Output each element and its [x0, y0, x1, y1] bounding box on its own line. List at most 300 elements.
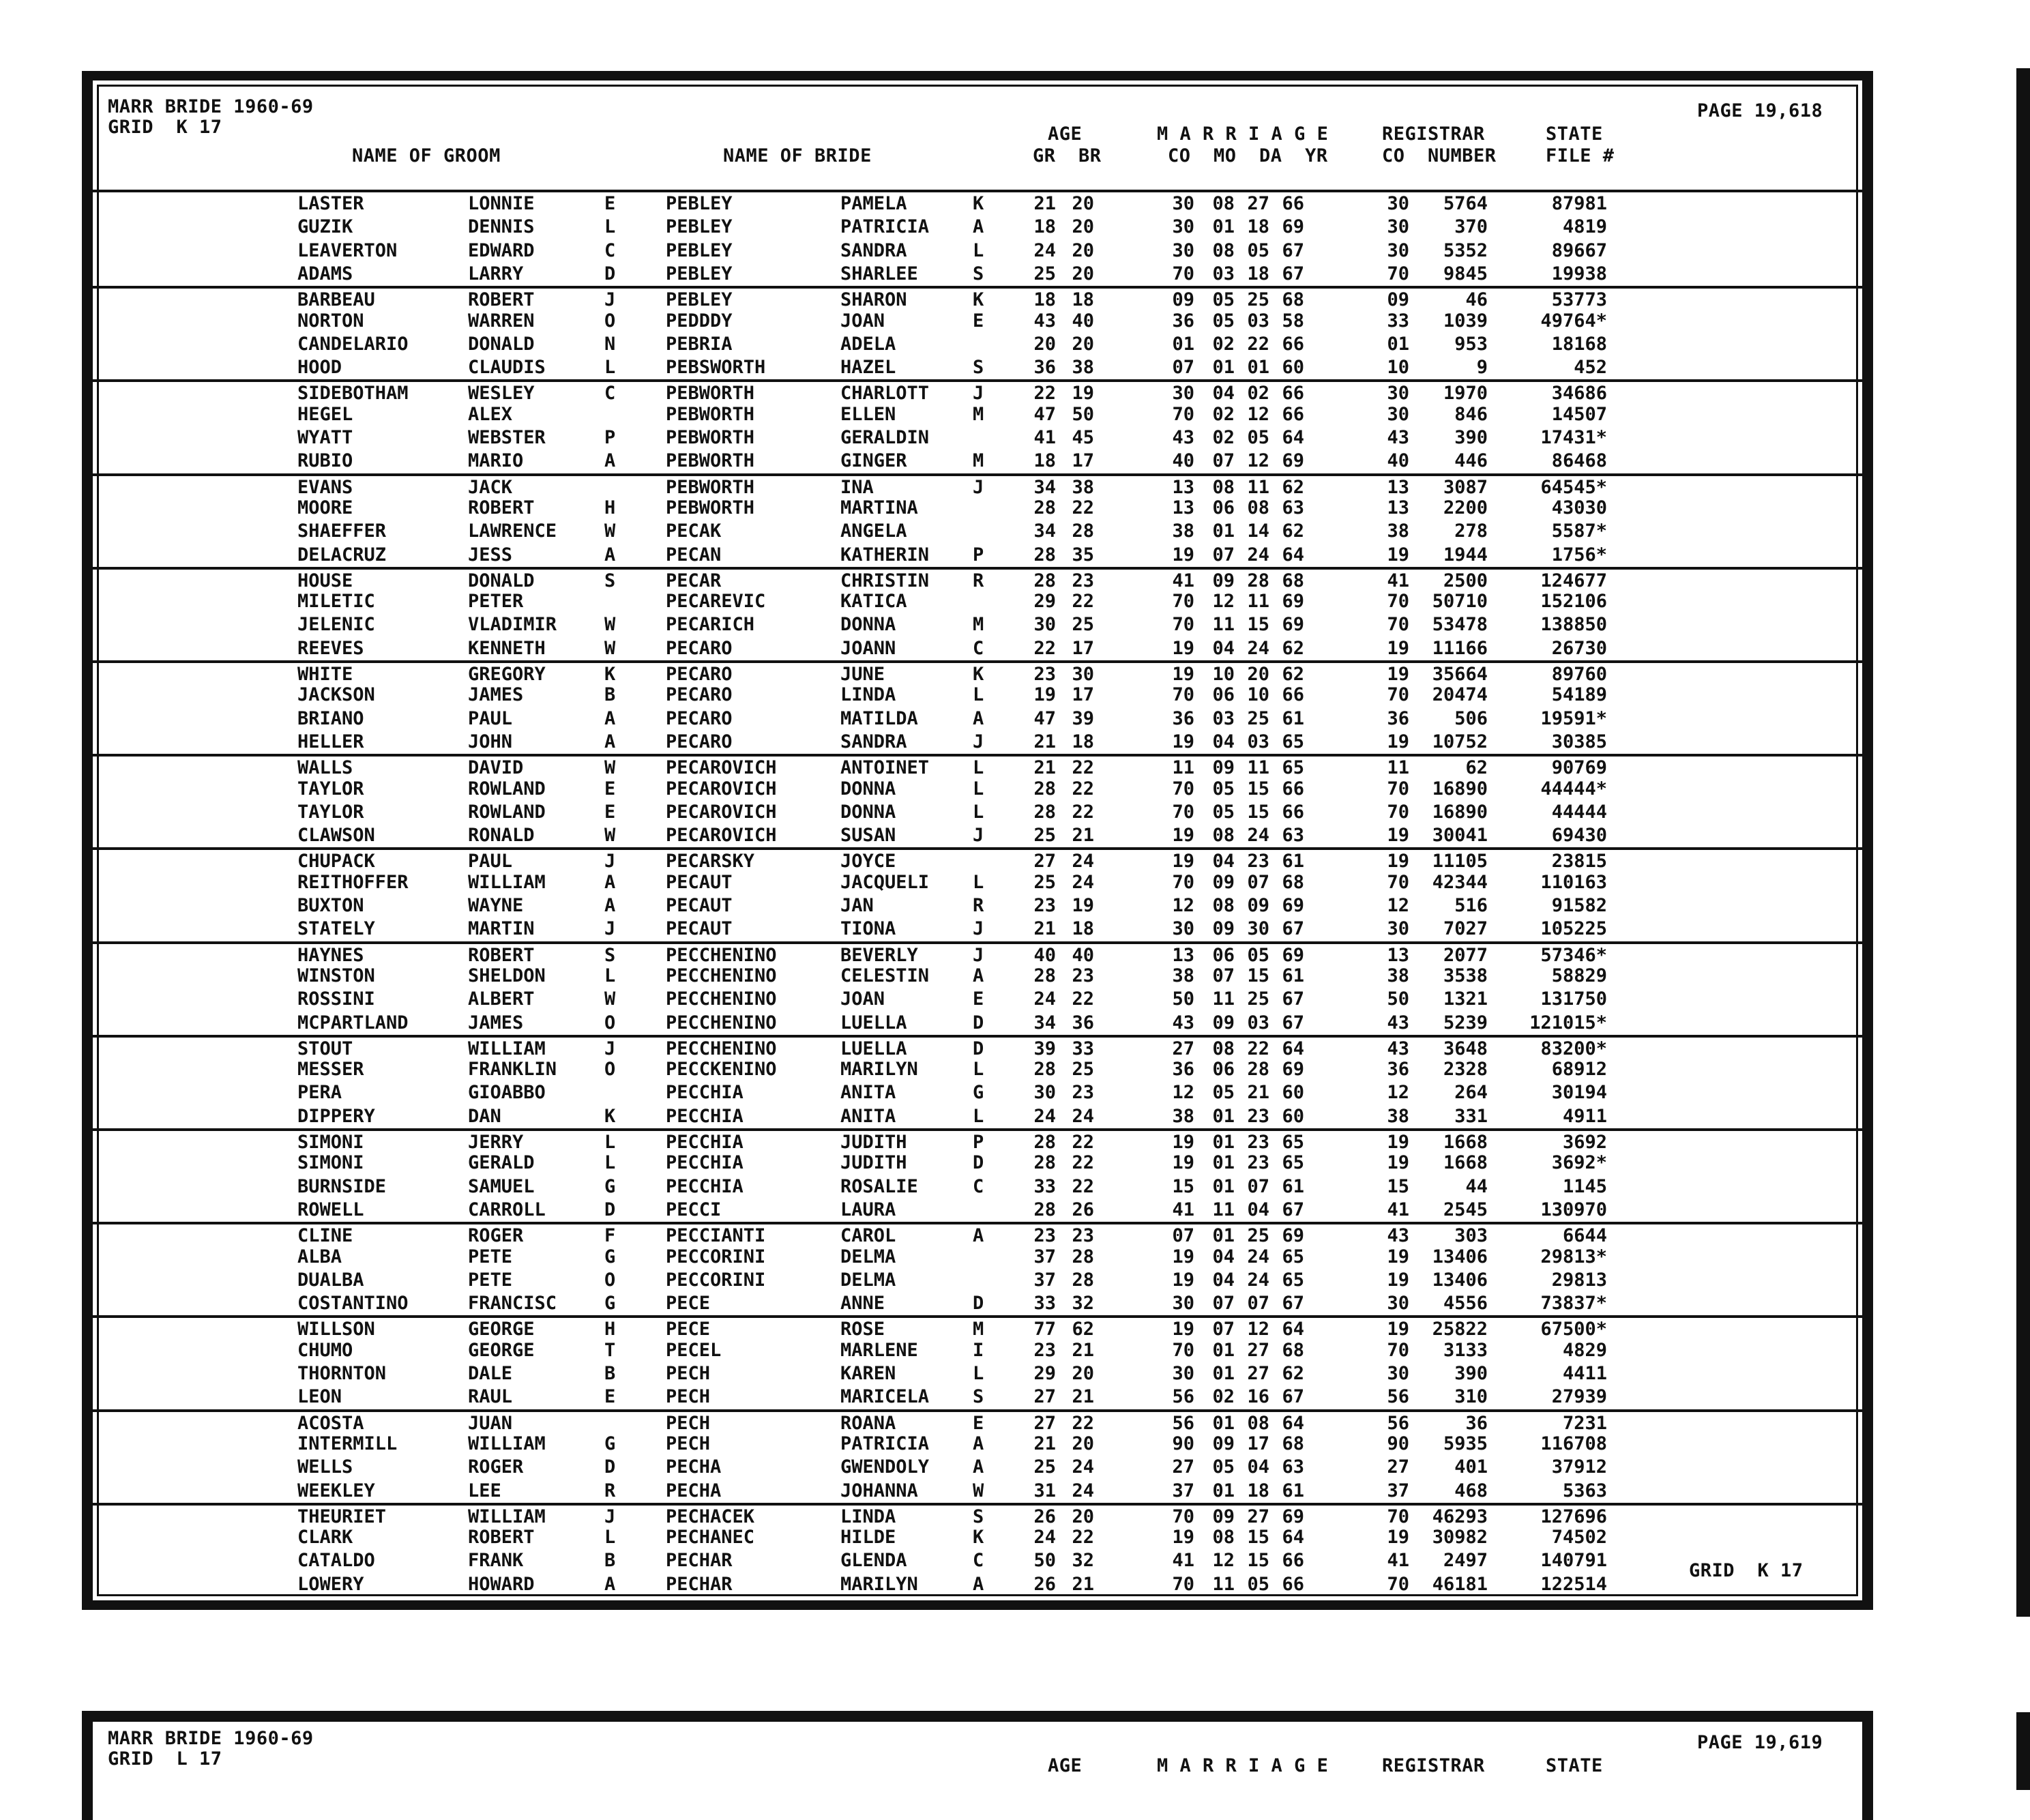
age-bride: 20 — [1072, 239, 1094, 261]
reg-number: 11105 — [1432, 851, 1488, 872]
bride-initial: A — [973, 1433, 984, 1454]
marr-county: 30 — [1172, 239, 1194, 261]
marr-year: 63 — [1282, 825, 1304, 847]
marr-day: 15 — [1247, 1527, 1269, 1549]
marr-month: 08 — [1212, 1527, 1235, 1549]
state-file: 3692* — [1551, 1152, 1607, 1174]
marr-county: 01 — [1172, 333, 1194, 355]
age-bride: 28 — [1072, 520, 1094, 542]
marr-day: 11 — [1247, 757, 1269, 779]
bride-surname: PECAROVICH — [666, 801, 777, 823]
table-row — [93, 1573, 1862, 1596]
marr-month: 01 — [1212, 1152, 1235, 1174]
groom-initial: C — [604, 383, 616, 405]
bride-given: JUDITH — [840, 1152, 907, 1174]
groom-given: DAN — [468, 1105, 501, 1127]
groom-initial: G — [604, 1293, 616, 1315]
bride-surname: PECARO — [666, 684, 733, 706]
groom-given: WEBSTER — [468, 427, 546, 448]
age-groom: 23 — [1033, 1339, 1056, 1361]
groom-given: ROBERT — [468, 497, 535, 518]
table-row — [93, 567, 1862, 593]
reg-number: 3648 — [1443, 1038, 1488, 1059]
groom-given: LEE — [468, 1480, 501, 1501]
bride-initial: S — [973, 357, 984, 379]
bride-initial: R — [973, 895, 984, 916]
age-bride: 18 — [1072, 731, 1094, 752]
registrar-header: REGISTRAR — [1382, 123, 1485, 145]
age-groom: 30 — [1033, 1082, 1056, 1104]
groom-initial: D — [604, 1199, 616, 1220]
marr-day: 27 — [1247, 1339, 1269, 1361]
groom-surname: HAYNES — [297, 944, 364, 966]
bride-surname: PEBLEY — [666, 289, 733, 311]
state-file: 23815 — [1551, 851, 1607, 872]
marr-month: 04 — [1212, 1269, 1235, 1291]
bride-surname: PEBWORTH — [666, 497, 755, 518]
bride-given: JUDITH — [840, 1132, 907, 1153]
marr-year: 69 — [1282, 450, 1304, 472]
reg-number: 10752 — [1432, 731, 1488, 752]
groom-surname: TAYLOR — [297, 778, 364, 799]
reg-number: 5239 — [1443, 1012, 1488, 1033]
bride-surname: PEBWORTH — [666, 476, 755, 498]
table-row — [93, 473, 1862, 499]
marr-year: 62 — [1282, 1363, 1304, 1384]
groom-initial: W — [604, 614, 616, 636]
reg-number: 303 — [1454, 1225, 1488, 1247]
table-row — [93, 1456, 1862, 1479]
bride-given: SHARLEE — [840, 263, 918, 284]
marr-county: 13 — [1172, 944, 1194, 966]
groom-surname: ALBA — [297, 1246, 342, 1267]
marr-month: 09 — [1212, 757, 1235, 779]
age-groom: 28 — [1033, 1199, 1056, 1220]
groom-surname: TAYLOR — [297, 801, 364, 823]
groom-given: DONALD — [468, 570, 535, 591]
groom-surname: REITHOFFER — [297, 871, 409, 893]
reg-number: 846 — [1454, 403, 1488, 425]
marr-year: 69 — [1282, 1059, 1304, 1081]
table-row — [93, 333, 1862, 356]
reg-county: 30 — [1387, 193, 1409, 214]
marr-county: 07 — [1172, 357, 1194, 379]
bride-given: JAN — [840, 895, 874, 916]
groom-given: ROBERT — [468, 944, 535, 966]
marr-month: 06 — [1212, 497, 1235, 518]
marr-county: 19 — [1172, 731, 1194, 752]
bride-initial: A — [973, 1456, 984, 1478]
age-bride: 19 — [1072, 383, 1094, 405]
marr-day: 03 — [1247, 731, 1269, 752]
reg-number: 46293 — [1432, 1506, 1488, 1527]
table-row — [93, 544, 1862, 567]
bride-initial: K — [973, 289, 984, 311]
marr-month: 01 — [1212, 1175, 1235, 1197]
reg-county: 30 — [1387, 1363, 1409, 1384]
marr-month: 02 — [1212, 1386, 1235, 1408]
marr-day: 12 — [1247, 403, 1269, 425]
marr-year: 61 — [1282, 1175, 1304, 1197]
reg-county: 50 — [1387, 988, 1409, 1010]
groom-initial: B — [604, 684, 616, 706]
age-bride: 23 — [1072, 570, 1094, 591]
age-bride: 22 — [1072, 1412, 1094, 1434]
groom-initial: N — [604, 333, 616, 355]
marr-county: 12 — [1172, 895, 1194, 916]
age-groom: 25 — [1033, 1456, 1056, 1478]
reg-county: 70 — [1387, 1506, 1409, 1527]
bride-given: PATRICIA — [840, 216, 930, 238]
reg-county: 30 — [1387, 1293, 1409, 1315]
bride-surname: PECCI — [666, 1199, 722, 1220]
groom-surname: BURNSIDE — [297, 1175, 387, 1197]
groom-given: CARROLL — [468, 1199, 546, 1220]
marr-day: 07 — [1247, 871, 1269, 893]
groom-initial: A — [604, 895, 616, 916]
reg-county: 43 — [1387, 1225, 1409, 1247]
reg-county: 70 — [1387, 871, 1409, 893]
groom-initial: T — [604, 1339, 616, 1361]
groom-initial: A — [604, 544, 616, 566]
marr-month: 09 — [1212, 1012, 1235, 1033]
marr-month: 11 — [1212, 614, 1235, 636]
marr-county: 40 — [1172, 450, 1194, 472]
bride-initial: M — [973, 614, 984, 636]
marr-year: 65 — [1282, 1246, 1304, 1267]
reg-number: 3087 — [1443, 476, 1488, 498]
groom-initial: G — [604, 1433, 616, 1454]
reg-number: 390 — [1454, 1363, 1488, 1384]
bride-initial: L — [973, 1363, 984, 1384]
marr-month: 02 — [1212, 333, 1235, 355]
age-groom: 41 — [1033, 427, 1056, 448]
bride-initial: L — [973, 801, 984, 823]
marr-month: 07 — [1212, 965, 1235, 986]
groom-given: CLAUDIS — [468, 357, 546, 379]
marr-day: 14 — [1247, 520, 1269, 542]
state-file: 68912 — [1551, 1059, 1607, 1081]
age-groom: 28 — [1033, 1059, 1056, 1081]
groom-given: EDWARD — [468, 239, 535, 261]
groom-given: ROWLAND — [468, 778, 546, 799]
groom-initial: W — [604, 520, 616, 542]
table-row — [93, 1315, 1862, 1341]
bride-initial: W — [973, 1480, 984, 1501]
marr-month: 04 — [1212, 637, 1235, 659]
groom-given: WESLEY — [468, 383, 535, 405]
bride-given: SHARON — [840, 289, 907, 311]
groom-given: JACK — [468, 476, 513, 498]
bride-given: MARTINA — [840, 497, 918, 518]
groom-initial: B — [604, 1363, 616, 1384]
age-groom: 22 — [1033, 637, 1056, 659]
state-file: 5363 — [1562, 1480, 1607, 1501]
marr-month: 04 — [1212, 731, 1235, 752]
marr-year: 63 — [1282, 497, 1304, 518]
age-groom: 29 — [1033, 1363, 1056, 1384]
age-bride: 22 — [1072, 497, 1094, 518]
marr-day: 27 — [1247, 1506, 1269, 1527]
marr-month: 01 — [1212, 520, 1235, 542]
bride-initial: L — [973, 239, 984, 261]
age-groom: 47 — [1033, 403, 1056, 425]
bride-initial: D — [973, 1152, 984, 1174]
bride-initial: E — [973, 310, 984, 332]
age-bride: 21 — [1072, 825, 1094, 847]
table-row — [93, 801, 1862, 824]
table-row — [93, 824, 1862, 847]
marr-month: 01 — [1212, 1363, 1235, 1384]
marriage-header-2: M A R R I A G E — [1157, 1755, 1329, 1776]
bride-surname: PECCORINI — [666, 1269, 766, 1291]
age-groom: 28 — [1033, 1132, 1056, 1153]
age-bride: 20 — [1072, 1363, 1094, 1384]
bride-given: LINDA — [840, 1506, 896, 1527]
table-row — [93, 1151, 1862, 1175]
marr-day: 15 — [1247, 965, 1269, 986]
table-row — [93, 192, 1862, 216]
groom-surname: GUZIK — [297, 216, 353, 238]
table-row — [93, 1503, 1862, 1529]
bride-given: PAMELA — [840, 193, 907, 214]
marr-county: 70 — [1172, 591, 1194, 613]
marr-county: 19 — [1172, 1132, 1194, 1153]
page-number-2: PAGE 19,619 — [1697, 1732, 1823, 1753]
groom-surname: STATELY — [297, 918, 375, 940]
age-groom: 28 — [1033, 778, 1056, 799]
groom-given: HOWARD — [468, 1573, 535, 1595]
marr-year: 64 — [1282, 1527, 1304, 1549]
state-file: 43030 — [1551, 497, 1607, 518]
marr-day: 16 — [1247, 1386, 1269, 1408]
groom-given: DENNIS — [468, 216, 535, 238]
grid-label-2: GRID L 17 — [108, 1748, 222, 1770]
marr-month: 08 — [1212, 825, 1235, 847]
marr-day: 30 — [1247, 918, 1269, 940]
groom-given: FRANKLIN — [468, 1059, 557, 1081]
groom-initial: A — [604, 1573, 616, 1595]
state-file: 130970 — [1540, 1199, 1607, 1220]
age-bride: 18 — [1072, 289, 1094, 311]
bride-initial: D — [973, 1012, 984, 1033]
table-row — [93, 660, 1862, 686]
footer-grid-label: GRID K 17 — [1689, 1560, 1804, 1581]
marr-year: 61 — [1282, 1480, 1304, 1501]
reg-number: 5352 — [1443, 239, 1488, 261]
age-bride: 30 — [1072, 664, 1094, 685]
bride-surname: PEBWORTH — [666, 383, 755, 405]
marr-year: 69 — [1282, 216, 1304, 238]
reg-county: 09 — [1387, 289, 1409, 311]
marr-year: 61 — [1282, 851, 1304, 872]
reg-county: 43 — [1387, 427, 1409, 448]
marr-year: 64 — [1282, 544, 1304, 566]
marr-year: 68 — [1282, 1339, 1304, 1361]
reg-number: 11166 — [1432, 637, 1488, 659]
marr-county: 70 — [1172, 871, 1194, 893]
marr-county: 36 — [1172, 707, 1194, 729]
marr-month: 05 — [1212, 801, 1235, 823]
age-bride: 24 — [1072, 851, 1094, 872]
marr-month: 05 — [1212, 778, 1235, 799]
bride-initial: S — [973, 1506, 984, 1527]
marr-day: 23 — [1247, 1152, 1269, 1174]
bride-given: ROSALIE — [840, 1175, 918, 1197]
groom-initial: A — [604, 871, 616, 893]
bride-surname: PEBLEY — [666, 193, 733, 214]
groom-given: SHELDON — [468, 965, 546, 986]
bride-given: CHARLOTT — [840, 383, 930, 405]
age-groom: 34 — [1033, 476, 1056, 498]
age-groom: 28 — [1033, 544, 1056, 566]
state-file: 64545* — [1540, 476, 1607, 498]
bride-surname: PECCHIA — [666, 1175, 744, 1197]
adjacent-page-edge — [2016, 68, 2030, 1617]
marr-month: 07 — [1212, 1293, 1235, 1315]
marr-day: 15 — [1247, 614, 1269, 636]
table-row — [93, 356, 1862, 379]
table-row — [93, 965, 1862, 988]
groom-surname: LASTER — [297, 193, 364, 214]
reg-county: 40 — [1387, 450, 1409, 472]
groom-initial: O — [604, 1269, 616, 1291]
reg-number: 13406 — [1432, 1246, 1488, 1267]
table-row — [93, 1292, 1862, 1315]
bride-surname: PECAUT — [666, 871, 733, 893]
reg-county: 36 — [1387, 707, 1409, 729]
bride-given: ADELA — [840, 333, 896, 355]
reg-number: 2077 — [1443, 944, 1488, 966]
reg-number: 30982 — [1432, 1527, 1488, 1549]
marr-county: 11 — [1172, 757, 1194, 779]
state-file: 6644 — [1562, 1225, 1607, 1247]
bride-given: SUSAN — [840, 825, 896, 847]
marr-day: 24 — [1247, 637, 1269, 659]
table-row — [93, 1409, 1862, 1435]
marr-month: 08 — [1212, 239, 1235, 261]
marr-county: 41 — [1172, 570, 1194, 591]
marr-year: 58 — [1282, 310, 1304, 332]
marr-day: 05 — [1247, 944, 1269, 966]
groom-given: ALBERT — [468, 988, 535, 1010]
age-groom: 50 — [1033, 1550, 1056, 1572]
marr-day: 11 — [1247, 591, 1269, 613]
bride-surname: PECCKENINO — [666, 1059, 777, 1081]
state-file: 19591* — [1540, 707, 1607, 729]
marr-year: 66 — [1282, 684, 1304, 706]
bride-surname: PECCHENINO — [666, 1038, 777, 1059]
groom-given: JAMES — [468, 684, 524, 706]
marr-day: 24 — [1247, 1246, 1269, 1267]
groom-initial: G — [604, 1175, 616, 1197]
marr-county: 07 — [1172, 1225, 1194, 1247]
marr-year: 69 — [1282, 614, 1304, 636]
age-bride: 24 — [1072, 1480, 1094, 1501]
groom-given: KENNETH — [468, 637, 546, 659]
groom-surname: WILLSON — [297, 1319, 375, 1340]
age-bride: 24 — [1072, 871, 1094, 893]
reg-county: 19 — [1387, 825, 1409, 847]
groom-initial: R — [604, 1480, 616, 1501]
marr-county: 19 — [1172, 1152, 1194, 1174]
bride-surname: PECARSKY — [666, 851, 755, 872]
reg-county: 30 — [1387, 383, 1409, 405]
groom-given: LONNIE — [468, 193, 535, 214]
groom-surname: WINSTON — [297, 965, 375, 986]
groom-surname: CATALDO — [297, 1550, 375, 1572]
state-file: 58829 — [1551, 965, 1607, 986]
marr-county: 37 — [1172, 1480, 1194, 1501]
bride-initial: J — [973, 918, 984, 940]
age-groom: 24 — [1033, 988, 1056, 1010]
groom-given: ROBERT — [468, 289, 535, 311]
marr-month: 07 — [1212, 450, 1235, 472]
age-groom: 21 — [1033, 1433, 1056, 1454]
reg-county: 41 — [1387, 1199, 1409, 1220]
marr-month: 11 — [1212, 988, 1235, 1010]
groom-surname: DIPPERY — [297, 1105, 375, 1127]
marr-year: 64 — [1282, 1412, 1304, 1434]
groom-given: FRANK — [468, 1550, 524, 1572]
marr-day: 10 — [1247, 684, 1269, 706]
age-groom: 23 — [1033, 895, 1056, 916]
marr-month: 01 — [1212, 1225, 1235, 1247]
marr-day: 15 — [1247, 801, 1269, 823]
reg-number: 5935 — [1443, 1433, 1488, 1454]
reg-county: 12 — [1387, 895, 1409, 916]
groom-initial: P — [604, 427, 616, 448]
groom-given: GEORGE — [468, 1319, 535, 1340]
marr-day: 05 — [1247, 1573, 1269, 1595]
marr-county: 38 — [1172, 1105, 1194, 1127]
groom-surname: HOOD — [297, 357, 342, 379]
age-bride: 17 — [1072, 450, 1094, 472]
marr-day: 28 — [1247, 570, 1269, 591]
marr-year: 66 — [1282, 778, 1304, 799]
age-bride: 24 — [1072, 1456, 1094, 1478]
marriage-records-table — [93, 192, 1862, 1603]
bride-initial: M — [973, 1319, 984, 1340]
marr-month: 03 — [1212, 263, 1235, 284]
age-groom: 18 — [1033, 450, 1056, 472]
groom-surname: EVANS — [297, 476, 353, 498]
age-bride: 21 — [1072, 1573, 1094, 1595]
marr-year: 67 — [1282, 988, 1304, 1010]
state-file: 18168 — [1551, 333, 1607, 355]
reg-county: 41 — [1387, 570, 1409, 591]
bride-surname: PEBWORTH — [666, 403, 755, 425]
bride-initial: D — [973, 1038, 984, 1059]
reg-number: 50710 — [1432, 591, 1488, 613]
groom-given: WILLIAM — [468, 1038, 546, 1059]
bride-surname: PECH — [666, 1363, 711, 1384]
page-number: PAGE 19,618 — [1697, 100, 1823, 121]
marr-county: 19 — [1172, 664, 1194, 685]
state-file: 122514 — [1540, 1573, 1607, 1595]
marr-day: 08 — [1247, 497, 1269, 518]
age-bride: 22 — [1072, 1152, 1094, 1174]
bride-surname: PEBLEY — [666, 216, 733, 238]
bride-surname: PECHA — [666, 1480, 722, 1501]
reg-county: 41 — [1387, 1550, 1409, 1572]
table-row — [93, 1385, 1862, 1409]
table-row — [93, 613, 1862, 636]
table-row — [93, 1362, 1862, 1385]
state-header-2: STATE — [1546, 1755, 1603, 1776]
marr-month: 10 — [1212, 664, 1235, 685]
bride-surname: PECHAR — [666, 1573, 733, 1595]
